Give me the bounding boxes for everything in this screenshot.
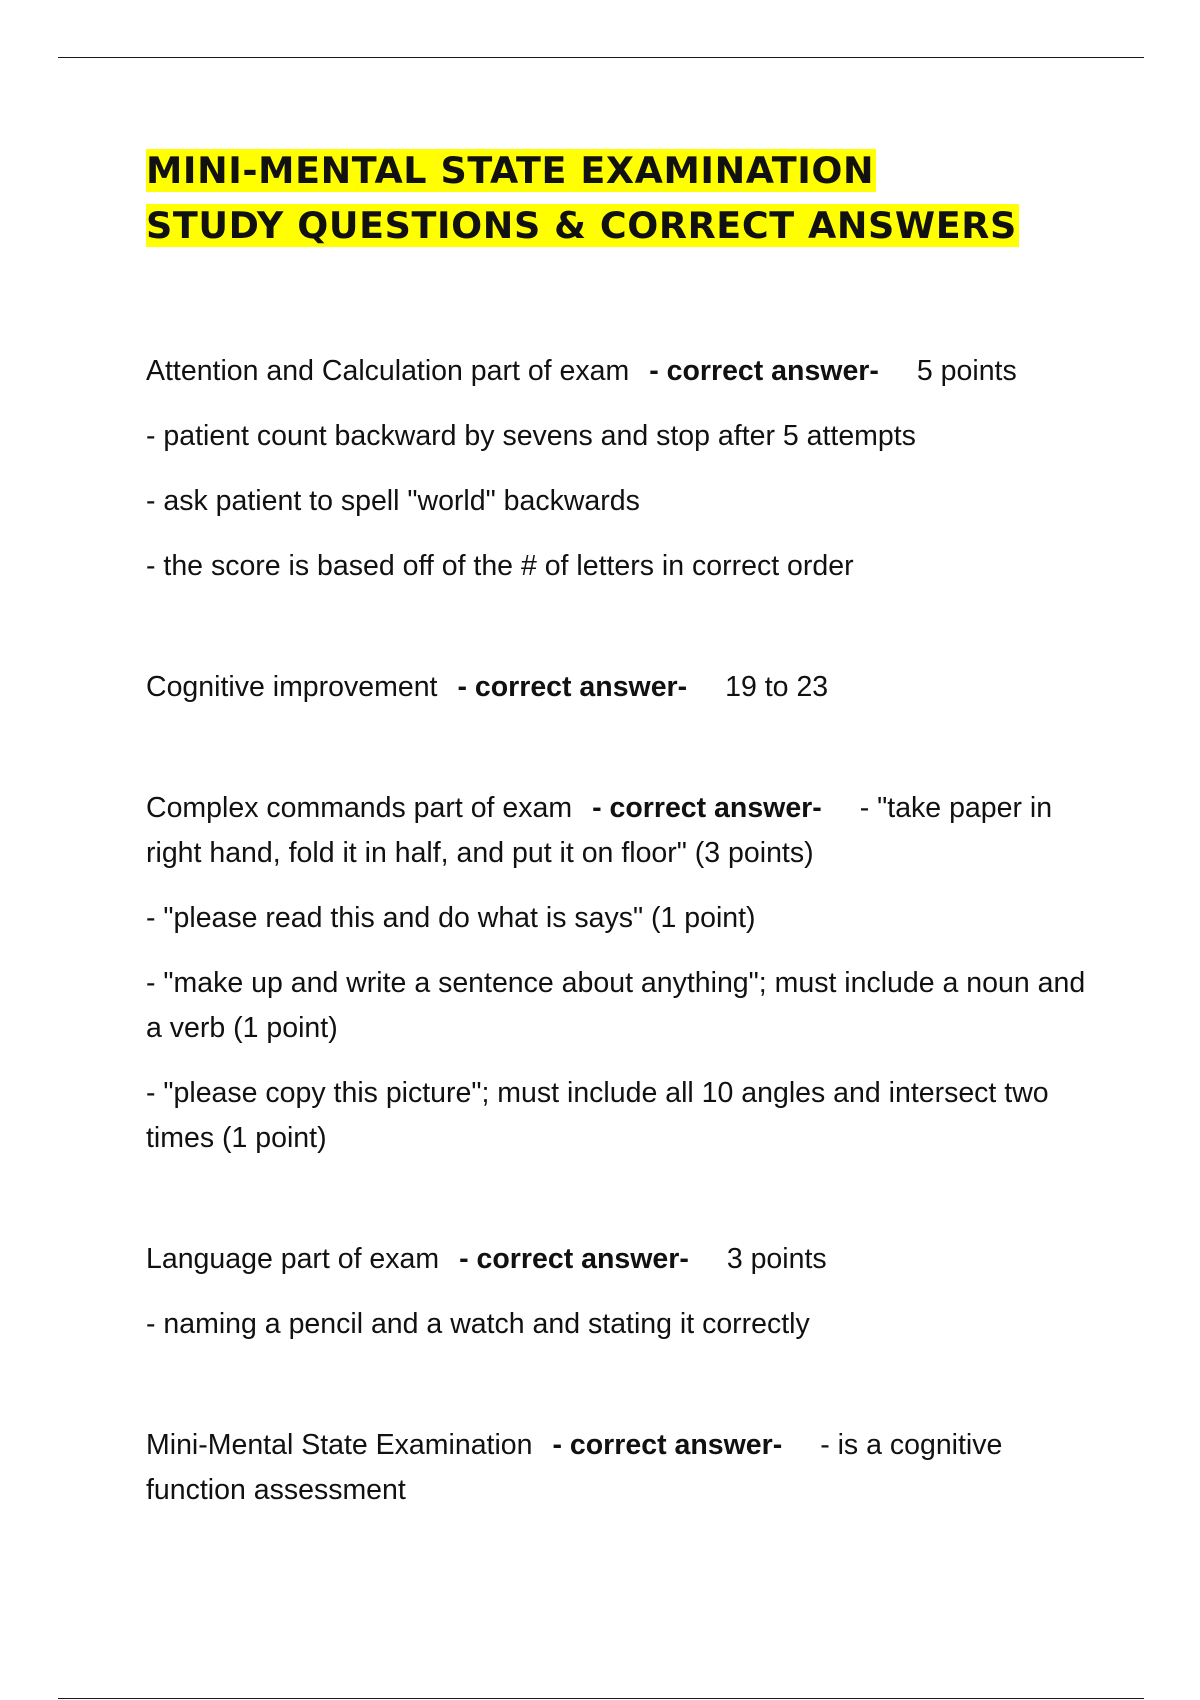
question-line	[146, 1423, 1096, 1513]
question-text: Language part of exam	[146, 1243, 440, 1275]
question-text: Mini-Mental State Examination	[146, 1429, 533, 1461]
detail-line: - ask patient to spell "world" backwards	[146, 485, 640, 517]
detail-line: - naming a pencil and a watch and stating it correctly	[146, 1308, 810, 1340]
answer-text: 5 points	[916, 355, 1017, 387]
question-line	[146, 1237, 1096, 1282]
title-line-2: STUDY QUESTIONS & CORRECT ANSWERS	[146, 204, 1017, 247]
qa-item	[146, 1423, 1096, 1513]
qa-list	[146, 349, 1096, 1513]
detail-line: - "make up and write a sentence about anything"; must include a noun and a verb (1 point)	[146, 967, 1086, 1044]
qa-item	[146, 349, 1096, 589]
qa-item	[146, 1237, 1096, 1347]
answer-marker: - correct answer-	[552, 1429, 783, 1461]
question-text: Attention and Calculation part of exam	[146, 355, 630, 387]
qa-item	[146, 786, 1096, 1161]
answer-marker: - correct answer-	[459, 1243, 689, 1275]
document-title	[146, 143, 1096, 253]
answer-text: 19 to 23	[725, 671, 829, 703]
footer-rule	[58, 1698, 1144, 1699]
title-line-1: MINI-MENTAL STATE EXAMINATION	[146, 149, 875, 192]
answer-text: 3 points	[726, 1243, 827, 1275]
question-line	[146, 786, 1096, 876]
answer-text: - "take paper in right hand, fold it in half, and put it on floor" (3 points)	[146, 792, 1053, 869]
answer-marker: - correct answer-	[592, 792, 822, 824]
detail-line: - "please copy this picture"; must include all 10 angles and intersect two times (1 point)	[146, 1077, 1049, 1154]
question-line	[146, 665, 1096, 710]
answer-text: - is a cognitive function assessment	[146, 1429, 1003, 1506]
detail-line: - "please read this and do what is says" (1 point)	[146, 902, 756, 934]
question-line	[146, 349, 1096, 394]
answer-marker: - correct answer-	[649, 355, 879, 387]
header-rule	[58, 57, 1144, 58]
answer-marker: - correct answer-	[457, 671, 688, 703]
question-text: Cognitive improvement	[146, 671, 438, 703]
detail-line: - patient count backward by sevens and stop after 5 attempts	[146, 420, 916, 452]
detail-line: - the score is based off of the # of letters in correct order	[146, 550, 854, 582]
qa-item	[146, 665, 1096, 710]
question-text: Complex commands part of exam	[146, 792, 573, 824]
document-body	[146, 143, 1096, 1589]
